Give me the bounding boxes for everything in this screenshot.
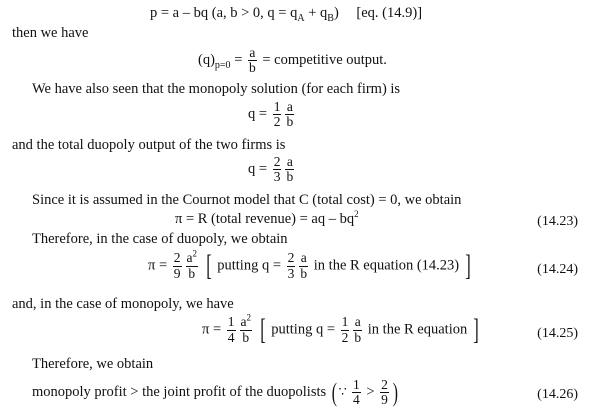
fraction-a-over-b [353,315,362,344]
fraction-one-half [341,315,350,344]
mp-tail: in the R equation [364,321,468,338]
frac-den: 2 [341,329,349,345]
frac-den: b [354,329,362,345]
fraction-one-half [273,100,282,129]
frac-den: 9 [381,392,388,408]
equation-number-14-25: (14.25) [537,326,578,341]
dp-putting: putting q = [217,257,285,274]
equation-number-14-26: (14.26) [537,387,578,402]
frac-num: 1 [227,314,235,330]
fraction-a-over-b [285,100,294,129]
fraction-one-quarter [352,378,361,407]
frac-num: a [286,99,293,114]
demand-equation [150,5,423,24]
revenue-sup: 2 [354,209,359,220]
greater-than: > [362,384,379,400]
fraction-two-thirds [287,251,296,280]
frac-den: b [286,114,294,130]
text-duopoly-output: and the total duopoly output of the two firms is [12,137,286,153]
right-paren: ) [392,377,398,407]
frac-num: a [249,45,256,60]
frac-num: 1 [273,99,281,114]
mq-lhs: q = [248,106,271,122]
frac-num-sup: 2 [192,248,197,259]
text-then-we-have: then we have [12,25,89,41]
frac-den: b [249,60,256,76]
left-bracket: [ [259,313,266,346]
frac-den: 2 [273,114,281,130]
text-case-monopoly: and, in the case of monopoly, we have [12,296,234,312]
fraction-a-over-b [299,251,308,280]
left-paren: ( [331,377,337,407]
frac-num [186,248,199,266]
frac-den: b [300,265,308,281]
monopoly-q-equation [248,100,296,129]
fraction-a-squared-over-b [240,312,253,345]
frac-num: a [300,250,307,266]
revenue-lhs: π = R (total revenue) = aq – bq [175,211,355,227]
fraction-a-over-b [248,46,257,75]
dp-tail: in the R equation (14.23) [310,257,460,274]
competitive-sub: p=0 [214,59,231,71]
text-monopoly-solution: We have also seen that the monopoly solution (for each firm) is [32,81,401,97]
right-bracket: ] [465,249,471,282]
fraction-two-ninths [173,251,182,280]
fraction-one-quarter [227,315,236,344]
mp-lhs: π = [202,321,225,338]
demand-sub-b: B [327,12,334,24]
frac-num: 2 [173,250,181,266]
competitive-lhs: (q) [198,52,215,68]
dp-lhs: π = [148,257,171,274]
competitive-rhs: = competitive output. [258,52,387,68]
text-therefore-obtain: Therefore, we obtain [32,356,154,372]
frac-den: 9 [173,265,181,281]
equation-number-14-23: (14.23) [537,214,578,229]
demand-ref: [eq. (14.9)] [356,5,423,21]
competitive-equation [198,46,387,75]
frac-num-a: a [240,314,247,330]
text-case-duopoly: Therefore, in the case of duopoly, we obtain [32,231,288,247]
equation-number-14-24: (14.24) [537,262,578,277]
revenue-equation [175,209,359,227]
frac-den: 4 [352,392,360,408]
frac-num-a: a [186,250,193,266]
frac-num: a [286,154,293,169]
fraction-two-thirds [273,155,282,184]
comparison-statement [32,378,400,407]
demand-lhs: p = a – bq (a, b > 0, q = q [150,5,298,21]
frac-den: 3 [287,265,295,281]
frac-den: 4 [227,329,235,345]
frac-num: 1 [352,377,360,392]
competitive-eq: = [230,52,246,68]
frac-num: 2 [287,250,295,266]
fraction-a-squared-over-b [186,248,199,281]
frac-den: 3 [273,169,281,185]
frac-den: b [188,265,196,281]
monopoly-profit-equation [202,312,481,346]
demand-close: ) [333,5,339,21]
frac-den: b [242,329,250,345]
demand-sub-a: A [297,12,305,24]
frac-num: 2 [381,377,388,392]
frac-den: b [286,169,294,185]
demand-plus: + q [304,5,328,21]
frac-num [240,312,253,330]
left-bracket: [ [205,249,212,282]
text-cournot: Since it is assumed in the Cournot model that C (total cost) = 0, we obtain [32,192,462,208]
duopoly-profit-equation [148,248,473,282]
frac-num: 1 [341,314,349,330]
comparison-text: monopoly profit > the joint profit of the duopolists [32,384,327,400]
frac-num: a [354,314,361,330]
duopoly-q-equation [248,155,296,184]
mp-putting: putting q = [271,321,339,338]
because-symbol: ∵ [338,384,350,399]
dq-lhs: q = [248,161,271,177]
fraction-two-ninths [380,378,389,407]
frac-num: 2 [273,154,281,169]
fraction-a-over-b [285,155,294,184]
right-bracket: ] [473,313,479,346]
frac-num-sup: 2 [246,312,251,323]
